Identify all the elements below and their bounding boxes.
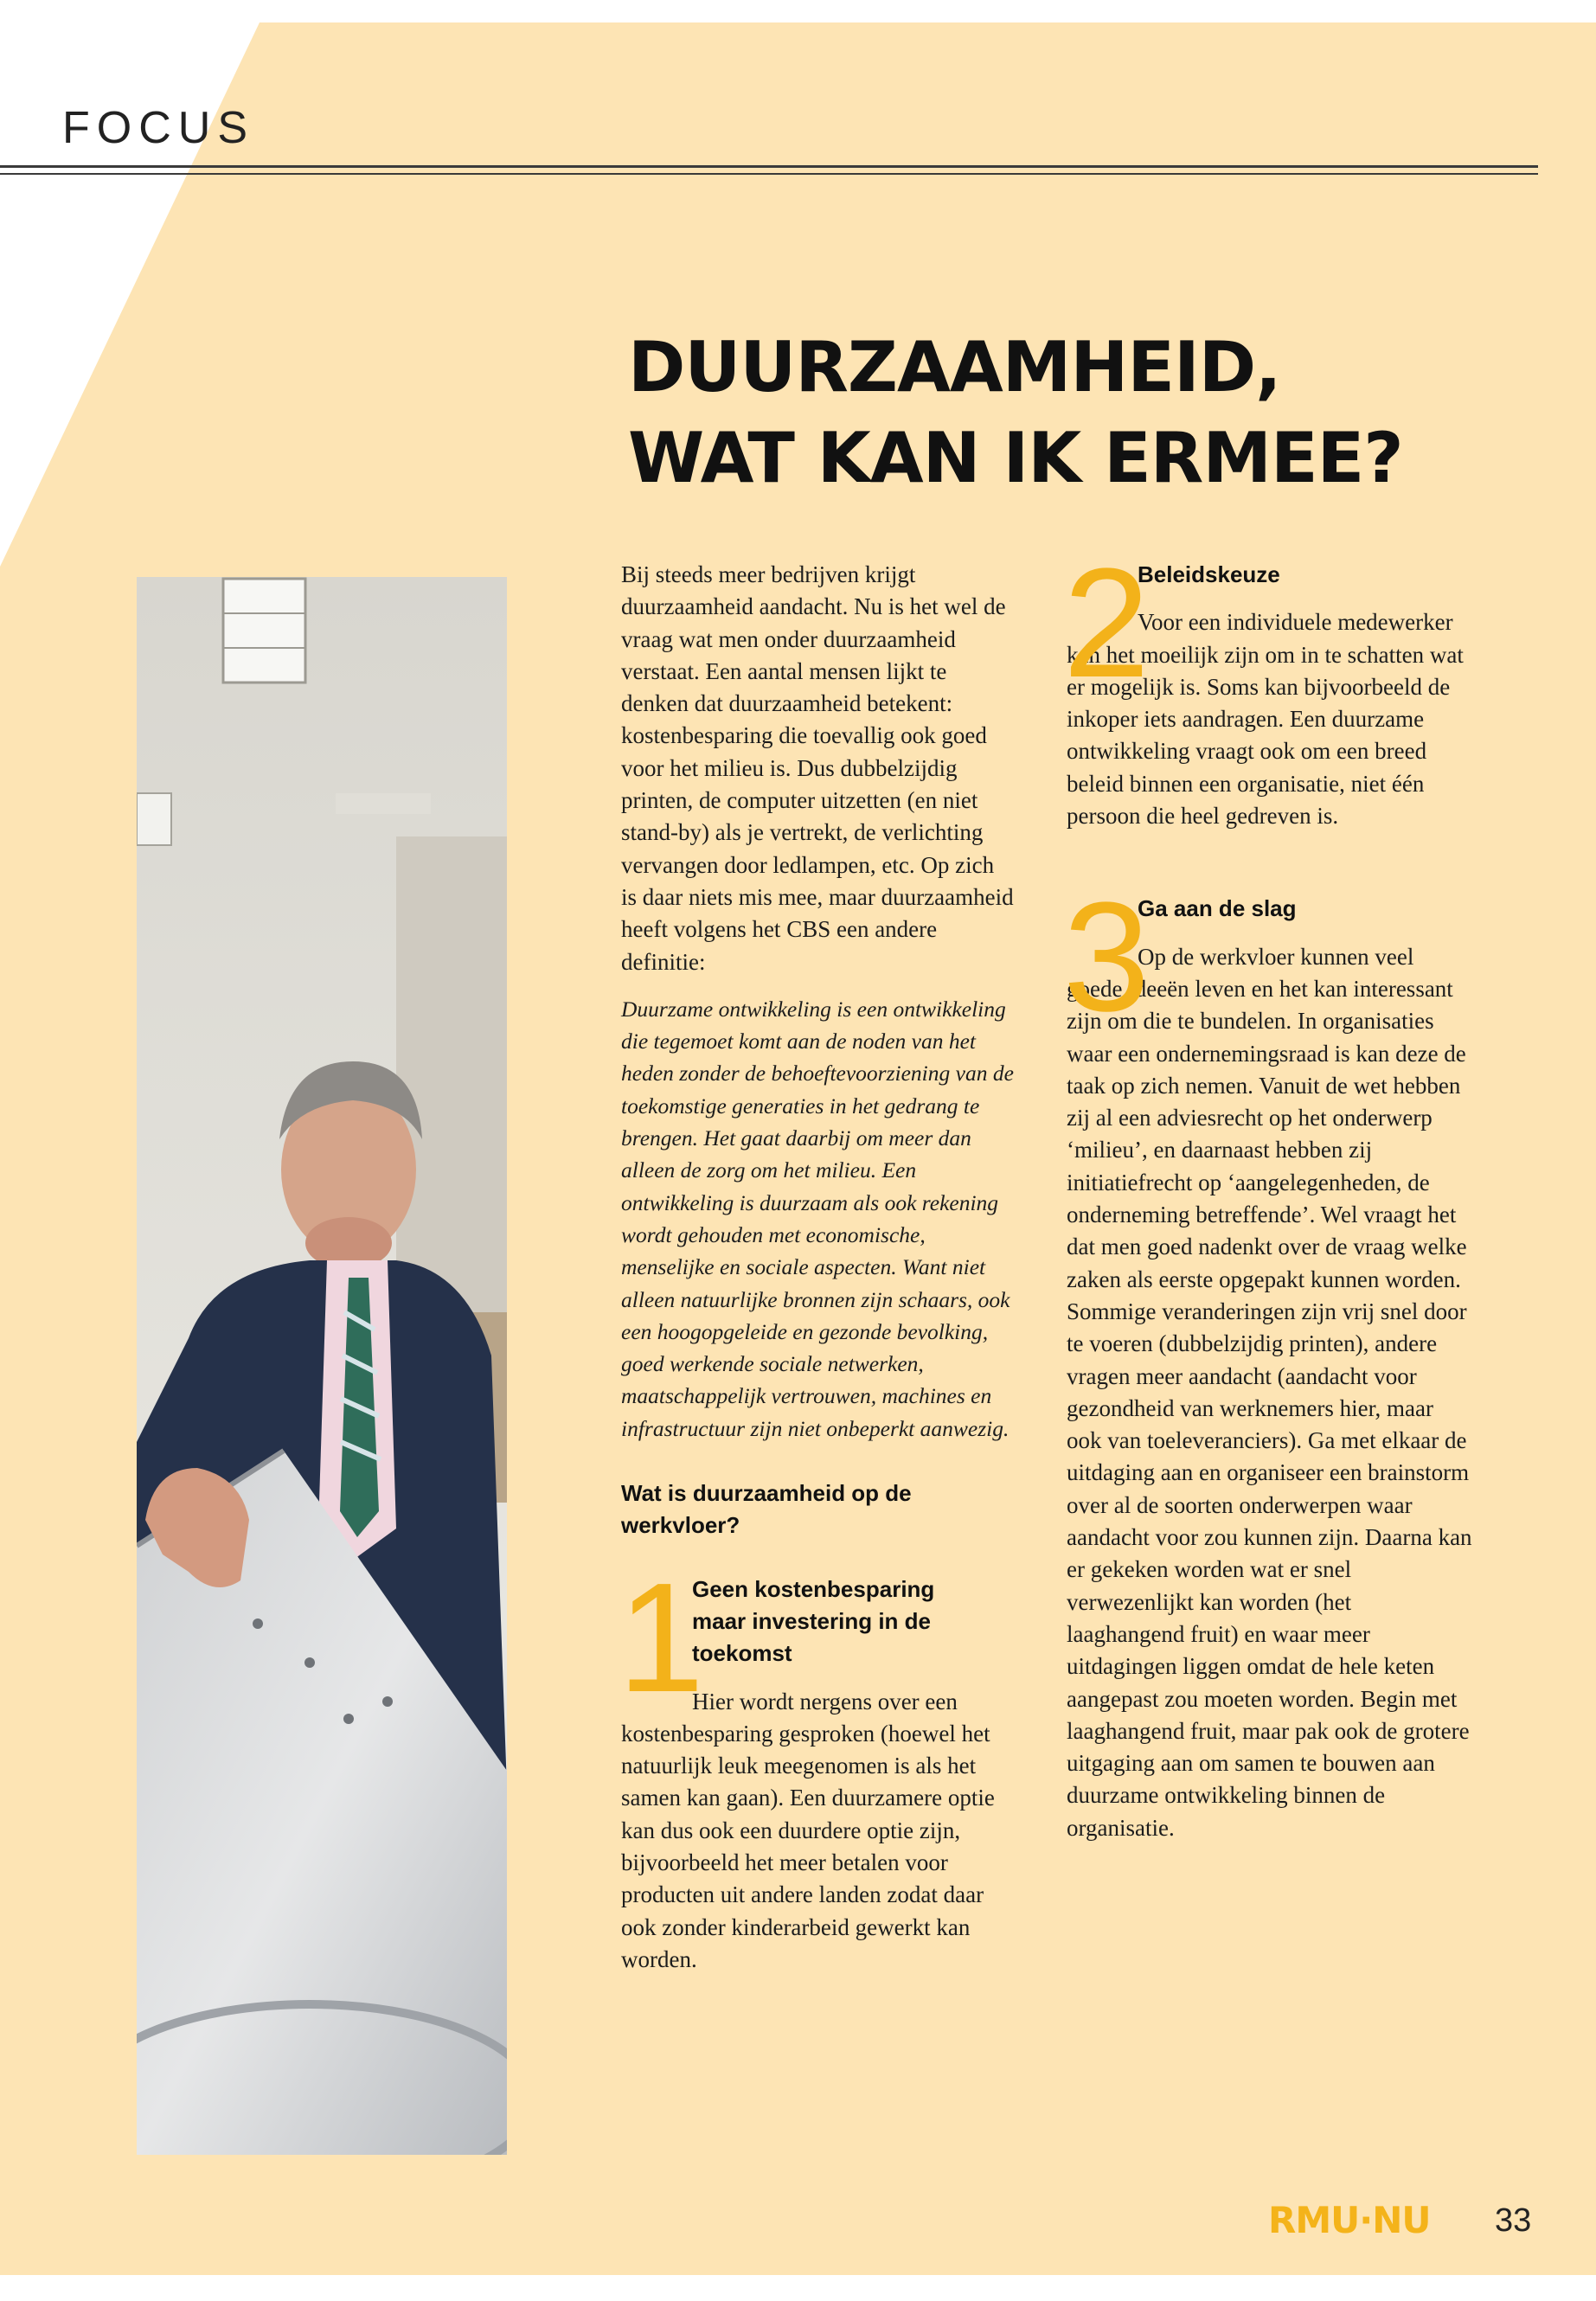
point-1 [618,1550,1015,1977]
title-line-1: DUURZAAMHEID, [628,327,1281,407]
intro-paragraph: Bij steeds meer bedrijven krijgt duurzaamheid aandacht. Nu is het wel de vraag wat men onder duurzaamheid verstaat. Een aantal mensen lijkt te denken dat duurzaamheid betekent: kostenbesparing die toevallig ook goed voor het milieu is. Dus dubbelzijdig printen, de computer uitzetten (en niet stand-by) als je vertrekt, de verlichting vervangen door ledlampen, etc. Op zich is daar niets mis mee, maar duurzaamheid heeft volgens het CBS een andere definitie: [621,561,1014,975]
point-number: 3 [1063,870,1151,1045]
point-heading: Beleidskeuze [1138,561,1280,587]
point-2 [1063,536,1473,832]
point-3 [1063,870,1473,1844]
section-label: FOCUS [62,103,254,153]
article-title [628,322,1403,503]
page-number: 33 [1495,2202,1532,2239]
article-photo [137,577,507,2155]
point-text: Voor een individuele medewerker kan het moeilijk zijn om in te schatten wat er mogelijk is. Soms kan bijvoorbeeld de inkoper iets aandragen. Een duurzame ontwikkeling vraagt ook om een breed beleid binnen een organisatie, niet één persoon die heel gedreven is. [1067,609,1464,830]
title-line-2: WAT KAN IK ERMEE? [628,418,1403,498]
point-number: 2 [1063,536,1151,710]
point-text: Hier wordt nergens over een kostenbesparing gesproken (hoewel het natuurlijk leuk meegenomen is als het samen kan gaan). Een duurzamere optie kan dus ook een duurdere optie zijn, bijvoorbeeld het meer betalen voor producten uit andere landen zodat daar ook zonder kinderarbeid gewerkt kan worden. [621,1688,995,1972]
header-divider [0,165,1538,179]
article-column-left [618,559,1015,1976]
article-column-right [1063,536,1473,1844]
definition-quote: Duurzame ontwikkeling is een ontwikkeling die tegemoet komt aan de noden van het heden zonder de behoeftevoorziening van de toekomstige generaties in het gedrang te brengen. Het gaat daarbij om meer dan alleen de zorg om het milieu. Een ontwikkeling is duurzaam als ook rekening wordt gehouden met economische, menselijke en sociale aspecten. Want niet alleen natuurlijke bronnen zijn schaars, ook een hoogopgeleide en gezonde bevolking, goed werkende sociale netwerken, maatschappelijk vertrouwen, machines en infrastructuur zijn niet onbeperkt aanwezig. [621,996,1014,1441]
point-heading: Geen kostenbesparing maar investering in de toekomst [692,1575,935,1667]
point-number: 1 [618,1550,705,1725]
point-text: Op de werkvloer kunnen veel goede ideeën leven en het kan interessant zijn om die te bundelen. In organisaties waar een ondernemingsraad is kan deze de taak op zich nemen. Vanuit de wet hebben zij al een adviesrecht op het onderwerp ‘milieu’, en daarnaast hebben zij initiatiefrecht op ‘aangelegenheden, de onderneming betreffende’. Wel vraagt het dat men goed nadenkt over de vraag welke zaken als eerste opgepakt kunnen worden. Sommige veranderingen zijn vrij snel door te voeren (dubbelzijdig printen), andere vragen meer aandacht (aandacht voor gezondheid van werknemers hier, maar ook van toeleveranciers). Ga met elkaar de uitdaging aan en organiseer een brainstorm over al de soorten onderwerpen waar aandacht voor zou kunnen zijn. Daarna kan er gekeken worden wat er snel verwezenlijkt kan worden (het laaghangend fruit) en waar meer uitdagingen liggen omdat de hele keten aangepast zou moeten worden. Begin met laaghangend fruit, maar pak ook de grotere uitgaging aan om samen te bouwen aan duurzame ontwikkeling binnen de organisatie. [1067,943,1472,1841]
point-heading: Ga aan de slag [1138,895,1297,922]
section-subheading: Wat is duurzaamheid op de werkvloer? [621,1480,912,1539]
rmu-nu-logo: RMU·NU [1268,2199,1431,2241]
